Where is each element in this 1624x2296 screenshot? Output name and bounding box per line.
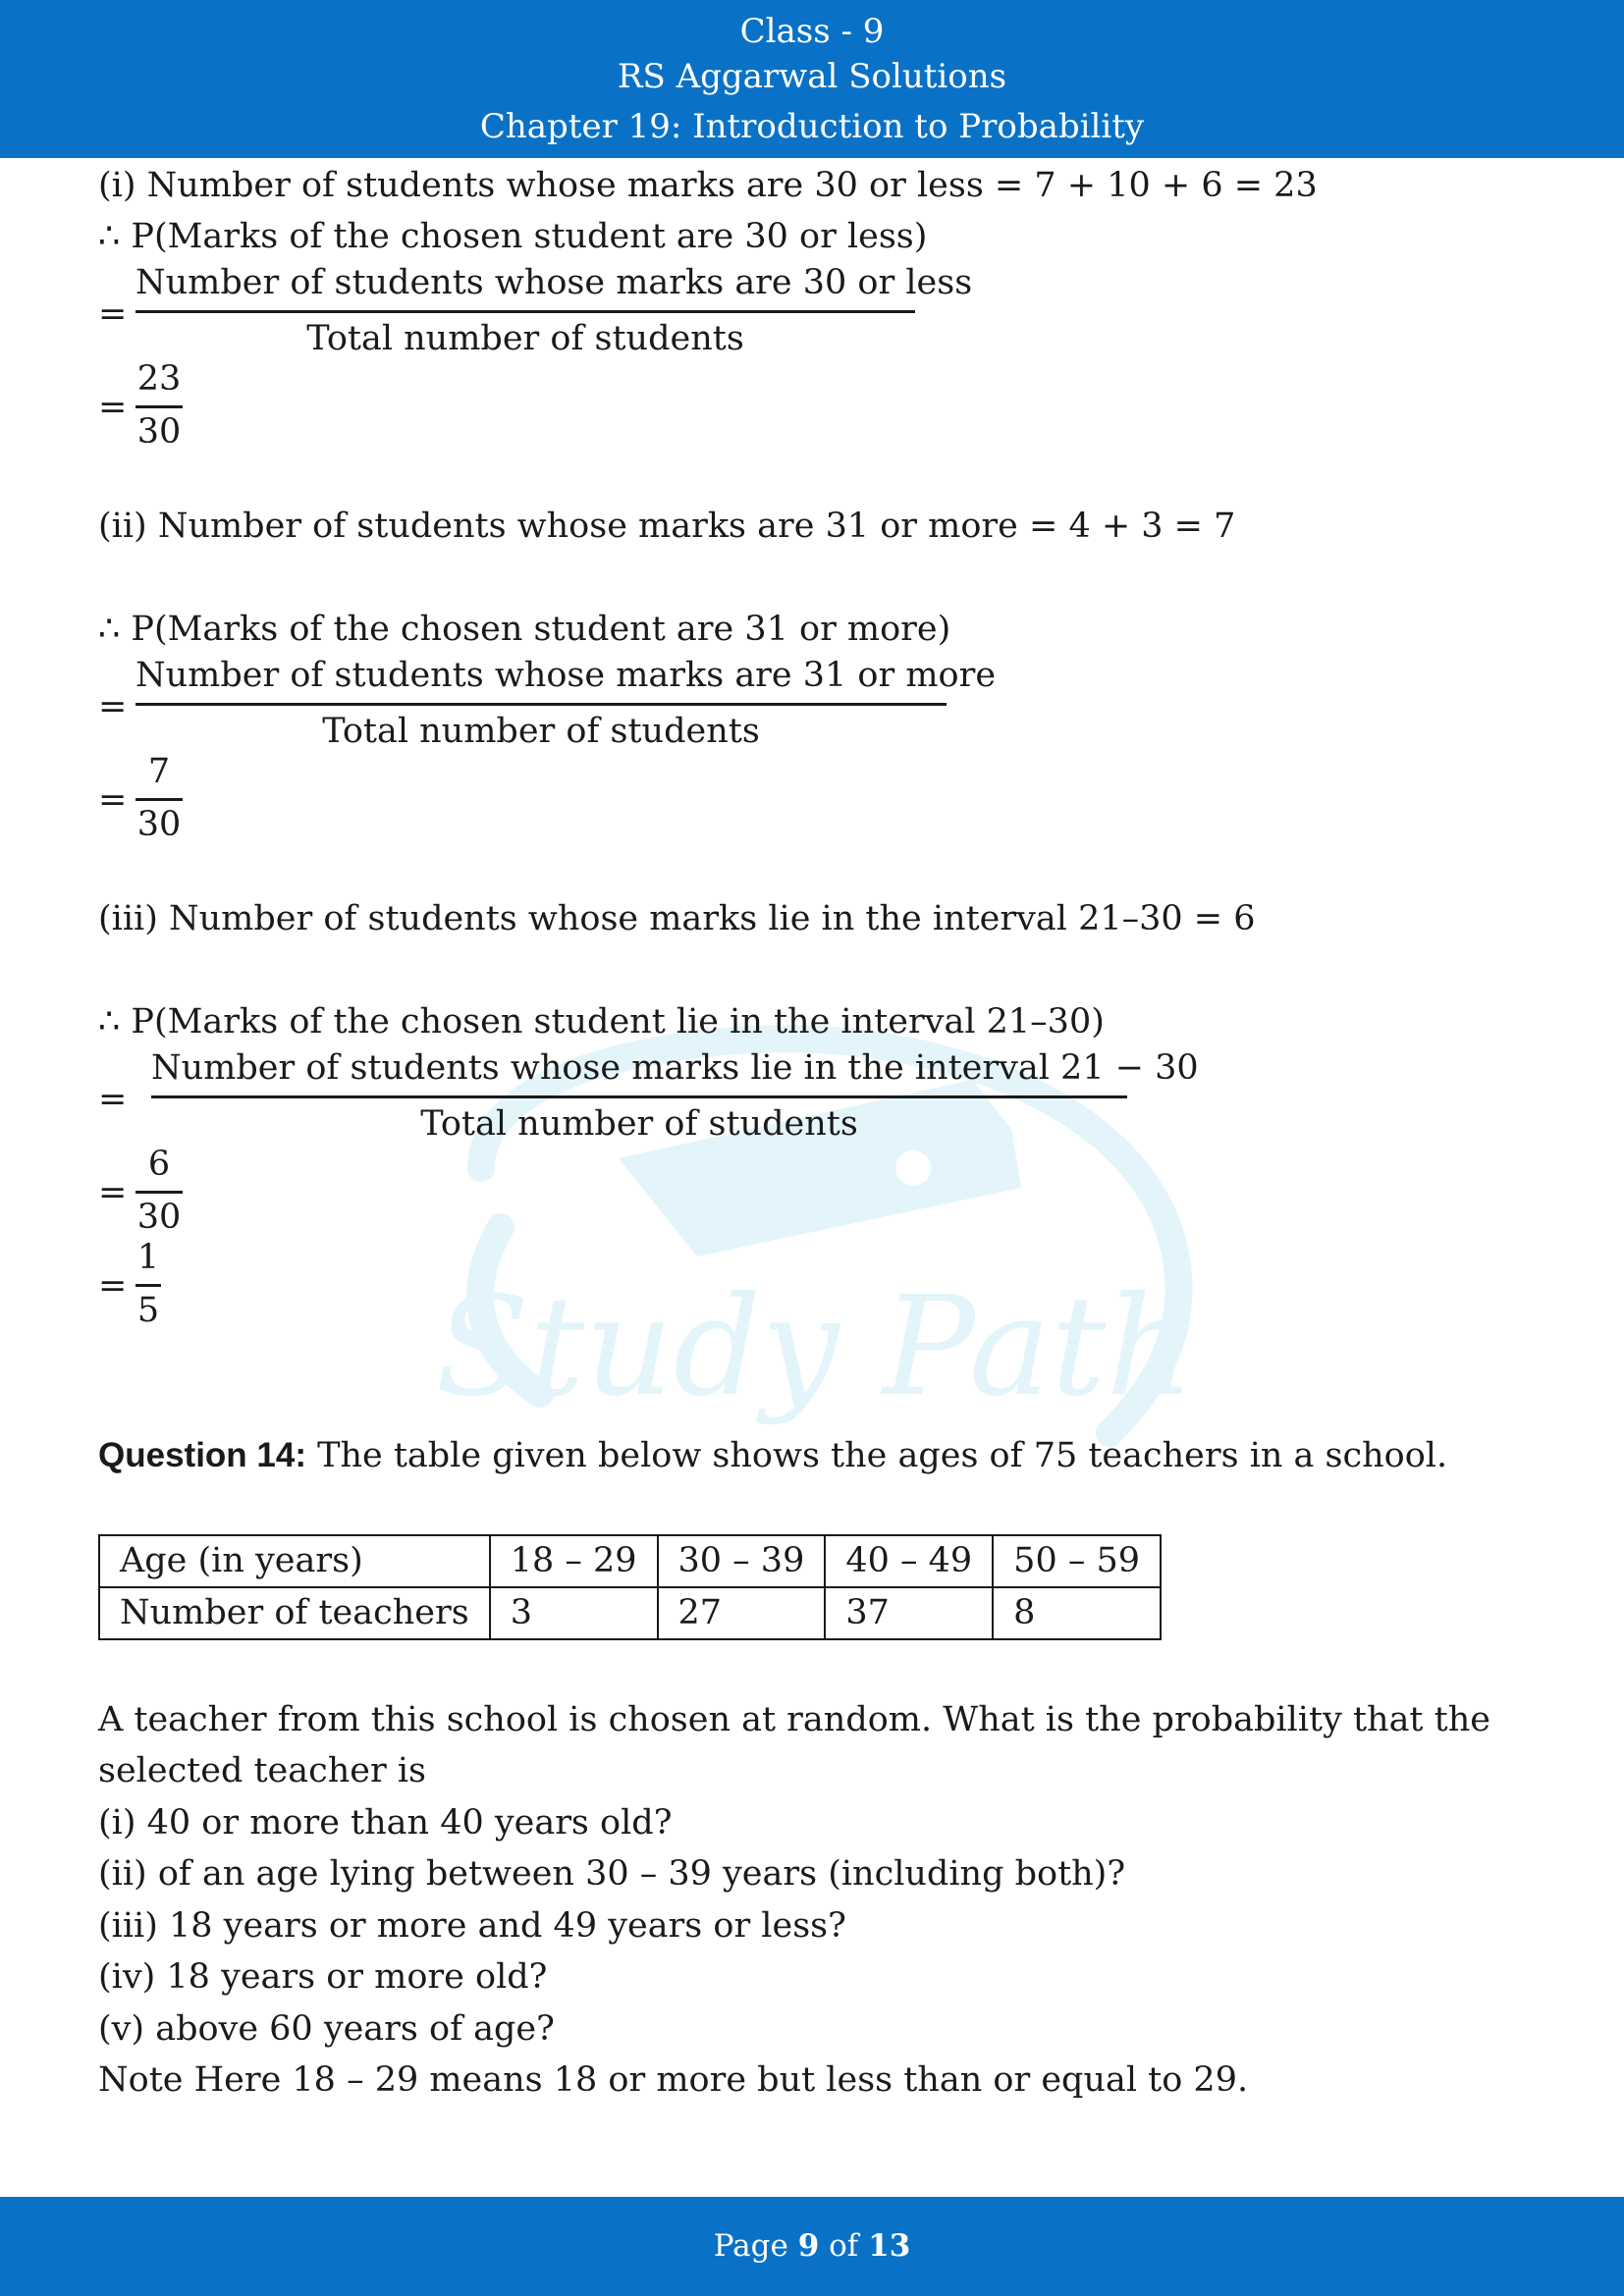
ages-table bbox=[98, 1534, 1162, 1640]
part3-fraction-bar bbox=[151, 1095, 1127, 1098]
part3-result-denominator: 30 bbox=[136, 1198, 182, 1237]
table-cell: 3 bbox=[490, 1587, 658, 1639]
part3-simplified-numerator: 1 bbox=[136, 1238, 160, 1277]
part2-denominator: Total number of students bbox=[322, 712, 760, 751]
table-cell: 18 – 29 bbox=[490, 1535, 658, 1587]
part3-statement: (iii) Number of students whose marks lie in the interval 21–30 = 6 bbox=[98, 899, 1256, 938]
part1-probability: ∴ P(Marks of the chosen student are 30 or less) bbox=[98, 217, 928, 256]
header-book: RS Aggarwal Solutions bbox=[617, 57, 1007, 96]
part3-simplified-denominator: 5 bbox=[136, 1291, 160, 1330]
question14-paragraph-line2: selected teacher is bbox=[98, 1751, 427, 1790]
table-cell: 37 bbox=[825, 1587, 993, 1639]
part2-result-numerator: 7 bbox=[147, 752, 171, 791]
part3-probability: ∴ P(Marks of the chosen student lie in the interval 21–30) bbox=[98, 1002, 1105, 1041]
part1-result-bar bbox=[135, 405, 183, 408]
part2-equals-1: = bbox=[98, 687, 128, 726]
question14-paragraph-line1: A teacher from this school is chosen at random. What is the probability that the bbox=[98, 1700, 1490, 1739]
part2-equals-2: = bbox=[98, 780, 128, 820]
part3-equals-1: = bbox=[98, 1080, 128, 1119]
question14-item: (v) above 60 years of age? bbox=[98, 2009, 555, 2049]
part1-statement: (i) Number of students whose marks are 30 or less = 7 + 10 + 6 = 23 bbox=[98, 166, 1318, 205]
question14-label: Question 14: bbox=[98, 1436, 306, 1474]
table-cell: 40 – 49 bbox=[825, 1535, 993, 1587]
question14-text: The table given below shows the ages of 75 teachers in a school. bbox=[305, 1436, 1448, 1475]
part3-equals-3: = bbox=[98, 1266, 128, 1306]
part1-denominator: Total number of students bbox=[306, 319, 744, 358]
footer-of-word: of bbox=[829, 2228, 859, 2264]
table-cell: 27 bbox=[658, 1587, 826, 1639]
part1-result-numerator: 23 bbox=[136, 359, 182, 399]
table-cell: 30 – 39 bbox=[658, 1535, 826, 1587]
page-footer bbox=[0, 2197, 1624, 2296]
part2-probability: ∴ P(Marks of the chosen student are 31 or more) bbox=[98, 610, 951, 649]
table-row bbox=[99, 1535, 1161, 1587]
part2-result-denominator: 30 bbox=[136, 805, 182, 844]
part3-equals-2: = bbox=[98, 1173, 128, 1212]
table-row bbox=[99, 1587, 1161, 1639]
part3-simplified-bar bbox=[135, 1284, 161, 1287]
table-header-cell: Age (in years) bbox=[99, 1535, 490, 1587]
part1-numerator: Number of students whose marks are 30 or less bbox=[135, 263, 973, 302]
part3-result-numerator: 6 bbox=[147, 1145, 171, 1184]
question14-note: Note Here 18 – 29 means 18 or more but less than or equal to 29. bbox=[98, 2060, 1249, 2100]
question14-item: (iv) 18 years or more old? bbox=[98, 1957, 548, 1997]
header-chapter: Chapter 19: Introduction to Probability bbox=[479, 107, 1145, 146]
footer-total-pages: 13 bbox=[868, 2228, 911, 2264]
footer-page-number: 9 bbox=[797, 2228, 820, 2264]
table-header-cell: Number of teachers bbox=[99, 1587, 490, 1639]
question14-item: (iii) 18 years or more and 49 years or less? bbox=[98, 1906, 846, 1946]
header-class: Class - 9 bbox=[739, 12, 885, 51]
part3-result-bar bbox=[135, 1191, 183, 1194]
part1-fraction-bar bbox=[135, 310, 915, 313]
part2-statement: (ii) Number of students whose marks are 31 or more = 4 + 3 = 7 bbox=[98, 507, 1236, 546]
table-cell: 8 bbox=[993, 1587, 1161, 1639]
part2-result-bar bbox=[135, 798, 183, 801]
part1-equals-1: = bbox=[98, 294, 128, 334]
table-cell: 50 – 59 bbox=[993, 1535, 1161, 1587]
question14-item: (i) 40 or more than 40 years old? bbox=[98, 1803, 673, 1842]
watermark-text: Study Path bbox=[435, 1267, 1195, 1427]
question14-heading bbox=[98, 1435, 1447, 1476]
footer-page-word: Page bbox=[713, 2228, 788, 2264]
part1-equals-2: = bbox=[98, 388, 128, 427]
part2-numerator: Number of students whose marks are 31 or more bbox=[135, 656, 997, 695]
part3-numerator: Number of students whose marks lie in the interval 21 − 30 bbox=[151, 1048, 1199, 1088]
part2-fraction-bar bbox=[135, 703, 947, 706]
part1-result-denominator: 30 bbox=[136, 412, 182, 452]
question14-item: (ii) of an age lying between 30 – 39 years (including both)? bbox=[98, 1854, 1126, 1894]
part3-denominator: Total number of students bbox=[420, 1104, 858, 1144]
